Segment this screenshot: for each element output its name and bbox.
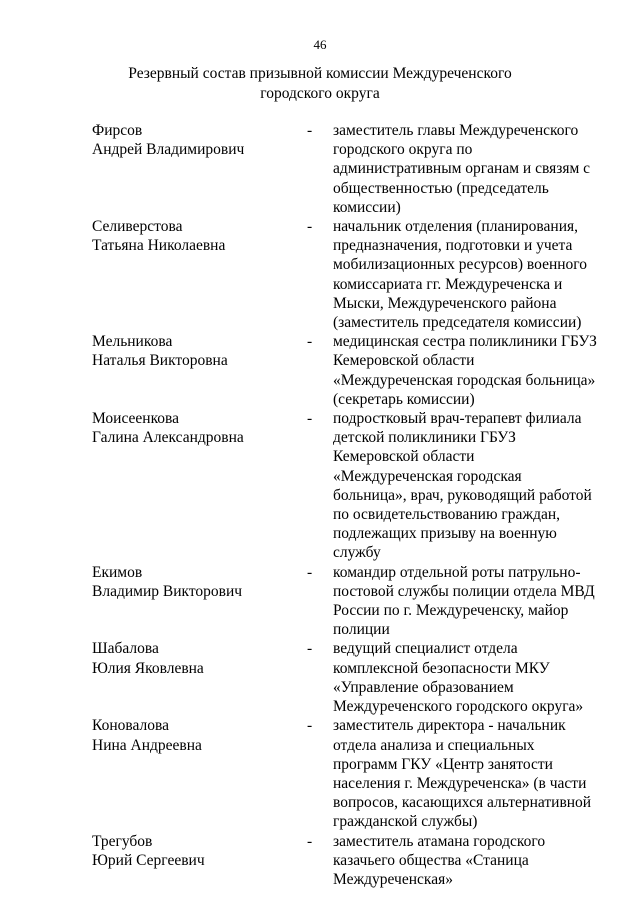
member-given-names: Галина Александровна xyxy=(92,429,244,447)
position-line: детской поликлиники ГБУЗ xyxy=(333,429,516,447)
separator-dash: - xyxy=(307,563,313,581)
member-row xyxy=(92,332,597,409)
position-line: «Междуреченская городская xyxy=(333,467,522,485)
member-given-names: Нина Андреевна xyxy=(92,736,202,754)
position-line: Кемеровской области xyxy=(333,448,475,466)
member-row xyxy=(92,121,592,217)
position-line: казачьего общества «Станица xyxy=(333,851,529,869)
position-line: начальник отделения (планирования, xyxy=(333,218,579,236)
position-line: предназначения, подготовки и учета xyxy=(333,237,573,255)
member-row xyxy=(92,716,592,831)
separator-dash: - xyxy=(307,717,313,735)
separator-dash: - xyxy=(307,333,313,351)
member-name xyxy=(92,332,307,409)
member-surname: Мельникова xyxy=(92,333,173,351)
position-line: Междуреченская» xyxy=(333,870,453,888)
member-position xyxy=(333,409,592,563)
position-line: постовой службы полиции отдела МВД xyxy=(333,582,595,600)
member-surname: Екимов xyxy=(92,563,143,581)
member-surname: Коновалова xyxy=(92,717,169,735)
member-name xyxy=(92,409,307,563)
position-line: по освидетельствованию граждан, xyxy=(333,506,561,524)
separator-dash: - xyxy=(307,218,313,236)
member-surname: Селиверстова xyxy=(92,218,183,236)
position-line: «Управление образованием xyxy=(333,678,514,696)
separator-dash: - xyxy=(307,640,313,658)
position-line: России по г. Междуреченску, майор xyxy=(333,602,569,620)
member-position xyxy=(333,716,592,831)
separator-dash: - xyxy=(307,410,313,428)
member-given-names: Наталья Викторовна xyxy=(92,352,228,370)
member-name xyxy=(92,832,307,890)
title-line-1: Резервный состав призывной комиссии Междуреченского xyxy=(128,65,512,82)
position-line: вопросов, касающихся альтернативной xyxy=(333,794,592,812)
position-line: населения г. Междуреченска» (в части xyxy=(333,774,587,792)
member-surname: Фирсов xyxy=(92,122,143,139)
position-line: «Междуреченская городская больница» xyxy=(333,371,596,389)
member-given-names: Татьяна Николаевна xyxy=(92,237,226,255)
position-line: службу xyxy=(333,544,381,562)
member-position xyxy=(333,217,592,332)
member-name xyxy=(92,639,307,716)
member-name xyxy=(92,121,307,217)
member-given-names: Юлия Яковлевна xyxy=(92,659,204,677)
position-line: административным органам и связям с xyxy=(333,160,591,178)
position-line: Мыски, Междуреченского района xyxy=(333,294,557,312)
position-line: комплексной безопасности МКУ xyxy=(333,659,550,677)
position-line: комиссариата гг. Междуреченска и xyxy=(333,275,563,293)
member-name xyxy=(92,563,307,640)
title-line-2: городского округа xyxy=(260,85,380,102)
position-line: заместитель атамана городского xyxy=(333,832,546,850)
page-number: 46 xyxy=(313,37,327,52)
member-position xyxy=(333,563,595,640)
position-line: (секретарь комиссии) xyxy=(333,390,475,408)
position-line: больница», врач, руководящий работой xyxy=(333,486,592,504)
position-line: гражданской службы) xyxy=(333,813,478,831)
member-row xyxy=(92,409,592,563)
member-name xyxy=(92,217,307,332)
position-line: полиции xyxy=(333,621,390,639)
position-line: подростковый врач-терапевт филиала xyxy=(333,410,582,428)
position-line: (заместитель председателя комиссии) xyxy=(333,314,582,332)
member-list xyxy=(92,121,597,889)
position-line: командир отдельной роты патрульно- xyxy=(333,563,581,581)
position-line: ведущий специалист отдела xyxy=(333,640,518,658)
member-position xyxy=(333,121,592,217)
member-name xyxy=(92,716,307,831)
member-surname: Шабалова xyxy=(92,640,159,658)
position-line: Кемеровской области xyxy=(333,352,475,370)
position-line: отдела анализа и специальных xyxy=(333,736,535,754)
member-row xyxy=(92,563,595,640)
member-given-names: Андрей Владимирович xyxy=(92,141,245,159)
separator-dash: - xyxy=(307,122,313,139)
document-title xyxy=(0,64,640,104)
member-position xyxy=(333,832,592,890)
position-line: городского округа по xyxy=(333,141,473,159)
member-given-names: Юрий Сергеевич xyxy=(92,851,205,869)
position-line: заместитель главы Междуреченского xyxy=(333,122,579,139)
position-line: заместитель директора - начальник xyxy=(333,717,566,735)
member-surname: Трегубов xyxy=(92,832,153,850)
position-line: программ ГКУ «Центр занятости xyxy=(333,755,553,773)
member-surname: Моисеенкова xyxy=(92,410,180,428)
position-line: подлежащих призыву на военную xyxy=(333,525,557,543)
member-position xyxy=(333,639,592,716)
position-line: комиссии) xyxy=(333,198,401,216)
member-row xyxy=(92,639,592,716)
member-row xyxy=(92,832,592,890)
separator-dash: - xyxy=(307,832,313,850)
member-given-names: Владимир Викторович xyxy=(92,582,243,600)
position-line: мобилизационных ресурсов) военного xyxy=(333,256,588,274)
position-line: медицинская сестра поликлиники ГБУЗ xyxy=(333,333,597,351)
position-line: Междуреченского городского округа» xyxy=(333,698,584,716)
member-row xyxy=(92,217,592,332)
position-line: общественностью (председатель xyxy=(333,179,549,197)
member-position xyxy=(333,332,597,409)
